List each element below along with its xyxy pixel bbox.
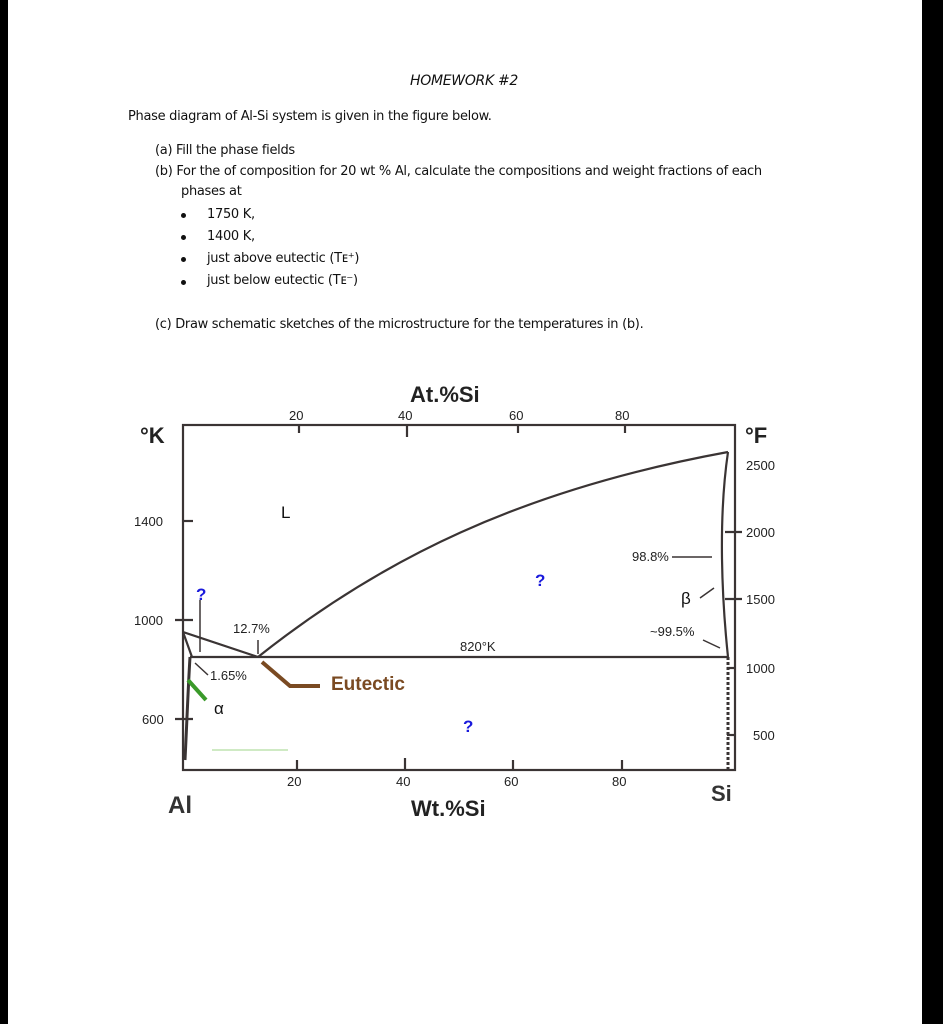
- top-tick-label: 80: [615, 408, 630, 423]
- right-unit: °F: [745, 423, 768, 448]
- unknown-phase-marker: ?: [463, 717, 474, 736]
- right-tick-label: 2000: [746, 525, 775, 540]
- left-unit: °K: [140, 423, 165, 448]
- arrow-icon: [703, 640, 720, 648]
- bottom-tick-label: 40: [396, 774, 411, 789]
- top-tick-label: 60: [509, 408, 524, 423]
- right-tick-label: 2500: [746, 458, 775, 473]
- bullet-item: 1400 K,: [207, 229, 255, 244]
- question-b: (b) For the of composition for 20 wt % Al, calculate the compositions and weight fractions of each: [155, 164, 762, 179]
- bottom-axis-title: Wt.%Si: [411, 796, 486, 821]
- top-tick-label: 20: [289, 408, 304, 423]
- right-tick-label: 1500: [746, 592, 775, 607]
- alpha-solubility-label: 1.65%: [210, 668, 247, 683]
- left-tick-label: 600: [142, 712, 164, 727]
- bullet-item: just below eutectic (Tᴇ⁻): [207, 273, 358, 288]
- eutectic-temperature-label: 820°K: [460, 639, 496, 654]
- page-title: HOMEWORK #2: [410, 73, 519, 89]
- alpha-label: α: [214, 699, 224, 718]
- unknown-phase-marker: ?: [535, 571, 546, 590]
- beta-high-label: 98.8%: [632, 549, 669, 564]
- beta-label: β: [681, 589, 691, 608]
- si-solidus-line: [722, 452, 728, 657]
- bullet-item: 1750 K,: [207, 207, 255, 222]
- left-tick-label: 1000: [134, 613, 163, 628]
- eutectic-arrow: [262, 662, 320, 686]
- solvus-line: [185, 657, 190, 760]
- bottom-tick-label: 80: [612, 774, 627, 789]
- axis-ticks: [175, 425, 742, 770]
- plot-frame: [183, 425, 735, 770]
- bottom-tick-label: 20: [287, 774, 302, 789]
- si-element-label: Si: [711, 781, 732, 806]
- question-c: (c) Draw schematic sketches of the microstructure for the temperatures in (b).: [155, 317, 644, 332]
- eutectic-label: Eutectic: [331, 674, 405, 695]
- question-a: (a) Fill the phase fields: [155, 143, 295, 158]
- bullet-item: just above eutectic (Tᴇ⁺): [207, 251, 360, 266]
- eutectic-composition-label: 12.7%: [233, 621, 270, 636]
- intro-text: Phase diagram of Al-Si system is given in the figure below.: [128, 109, 492, 124]
- right-tick-label: 500: [753, 728, 775, 743]
- arrow-icon: [700, 588, 714, 598]
- liquid-label: L: [281, 503, 291, 522]
- arrow-icon: [195, 663, 208, 675]
- beta-low-label: ~99.5%: [650, 624, 695, 639]
- top-axis-title: At.%Si: [410, 382, 480, 407]
- left-tick-label: 1400: [134, 514, 163, 529]
- al-element-label: Al: [168, 792, 192, 819]
- unknown-phase-marker: ?: [196, 585, 207, 604]
- solidus-line: [183, 632, 192, 657]
- alpha-mark: [188, 680, 206, 700]
- question-b-cont: phases at: [181, 184, 242, 199]
- right-tick-label: 1000: [746, 661, 775, 676]
- bottom-tick-label: 60: [504, 774, 519, 789]
- top-tick-label: 40: [398, 408, 413, 423]
